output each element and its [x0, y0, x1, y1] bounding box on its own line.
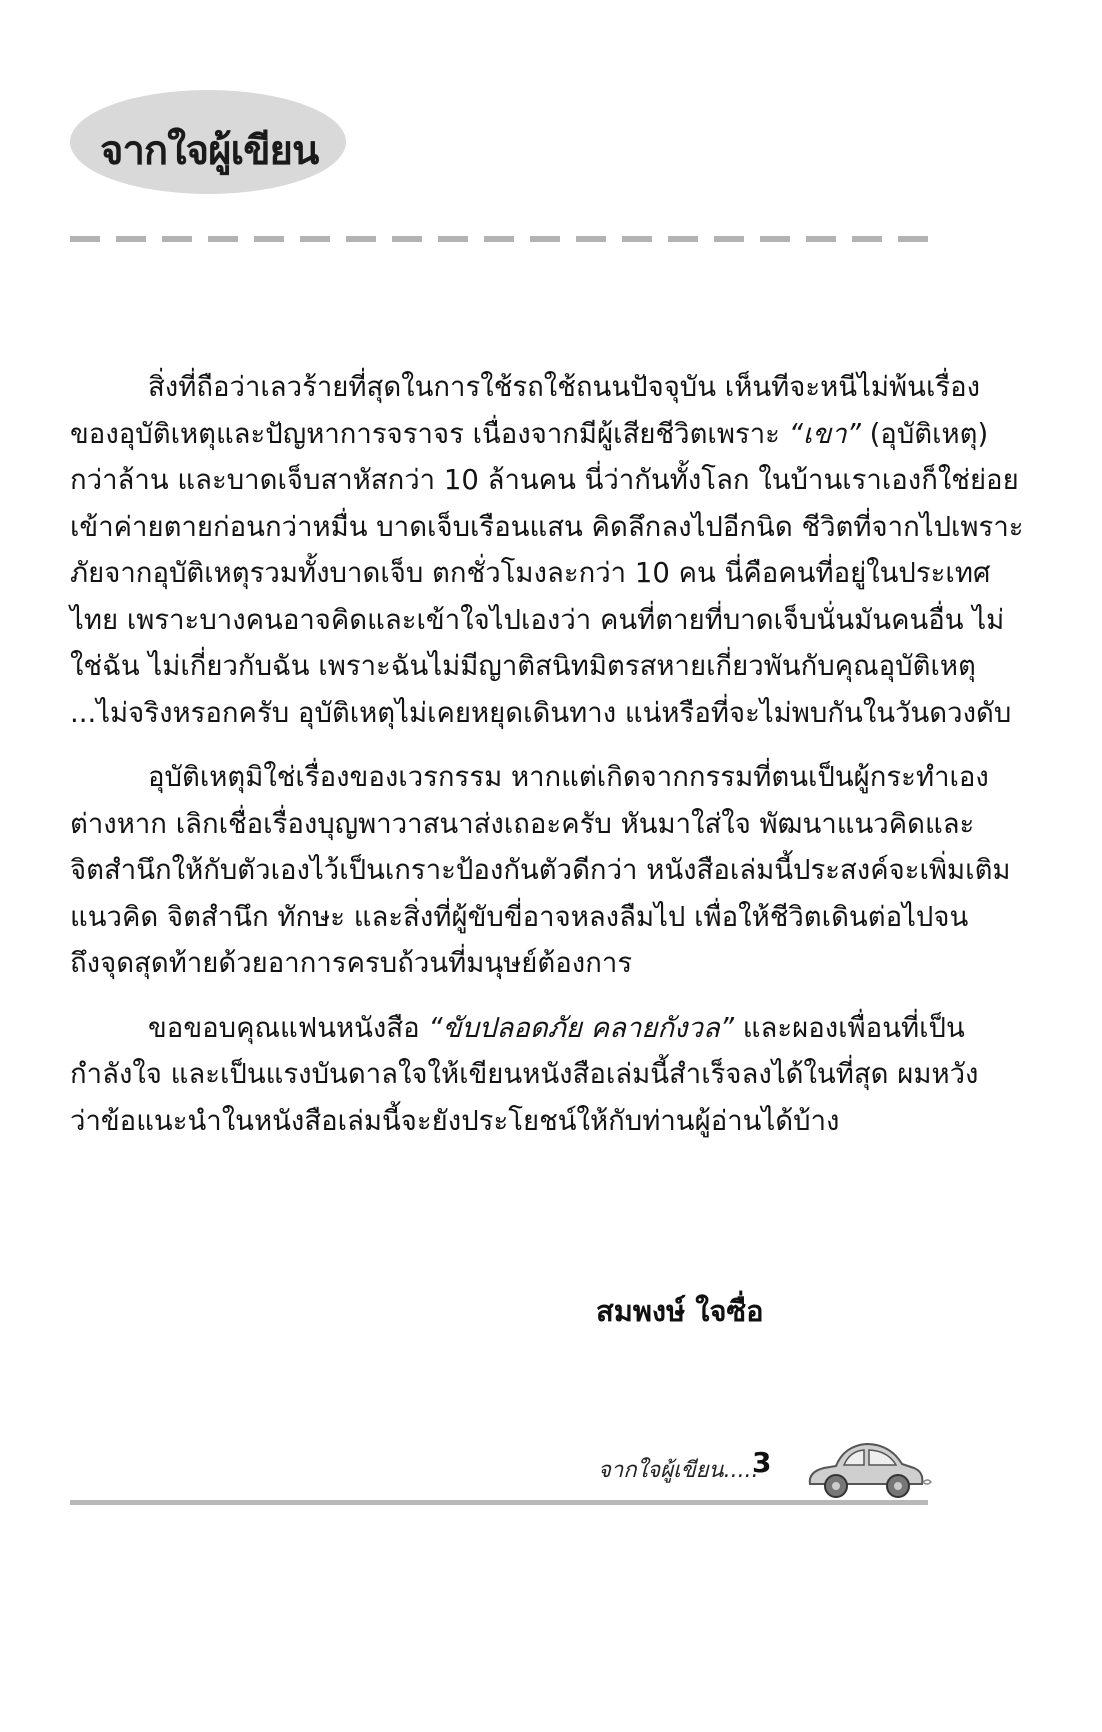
paragraph-line: จิตสำนึกให้กับตัวเองไว้เป็นเกราะป้องกันตัวดีกว่า หนังสือเล่มนี้ประสงค์จะเพิ่มเติม: [70, 854, 1011, 886]
paragraph-3: [70, 1005, 979, 1145]
paragraph-line: ของอุบัติเหตุและปัญหาการจราจร เนื่องจากมีผู้เสียชีวิตเพราะ “เขา” (อุบัติเหตุ): [70, 417, 989, 450]
paragraph-line: กว่าล้าน และบาดเจ็บสาหัสกว่า 10 ล้านคน นี่ว่ากันทั้งโลก ในบ้านเราเองก็ใช่ย่อย: [70, 464, 1019, 496]
paragraph-line: [70, 1005, 965, 1052]
thanks-text: ขอขอบคุณแฟนหนังสือ: [148, 1011, 420, 1044]
paragraph-line: ว่าข้อแนะนำในหนังสือเล่มนี้จะยังประโยชน์ให้กับท่านผู้อ่านได้บ้าง: [70, 1104, 840, 1137]
paragraph-line: ใช่ฉัน ไม่เกี่ยวกับฉัน เพราะฉันไม่มีญาติสนิทมิตรสหายเกี่ยวพันกับคุณอุบัติเหตุ: [70, 650, 976, 682]
paragraph-line: อุบัติเหตุมิใช่เรื่องของเวรกรรม หากแต่เกิดจากกรรมที่ตนเป็นผู้กระทำเอง: [148, 761, 989, 793]
paragraph-2: [70, 754, 1011, 987]
paragraph-line: แนวคิด จิตสำนึก ทักษะ และสิ่งที่ผู้ขับขี่อาจหลงลืมไป เพื่อให้ชีวิตเดินต่อไปจน: [70, 900, 969, 933]
paragraph-line: ไทย เพราะบางคนอาจคิดและเข้าใจไปเองว่า คนที่ตายที่บาดเจ็บนั่นมันคนอื่น ไม่: [70, 603, 1005, 636]
paragraph-line: กำลังใจ และเป็นแรงบันดาลใจให้เขียนหนังสือเล่มนี้สำเร็จลงได้ในที่สุด ผมหวัง: [70, 1058, 979, 1090]
page-title: จากใจผู้เขียน: [100, 128, 319, 174]
paragraph-line: สิ่งที่ถือว่าเลวร้ายที่สุดในการใช้รถใช้ถนนปัจจุบัน เห็นทีจะหนีไม่พ้นเรื่อง: [148, 371, 981, 403]
paragraph-line: ถึงจุดสุดท้ายด้วยอาการครบถ้วนที่มนุษย์ต้องการ: [70, 947, 633, 979]
running-title: จากใจผู้เขียน.....: [598, 1458, 759, 1483]
paragraph-line: ภัยจากอุบัติเหตุรวมทั้งบาดเจ็บ ตกชั่วโมงละกว่า 10 คน นี่คือคนที่อยู่ในประเทศ: [70, 557, 991, 589]
paragraph-1: [70, 364, 1024, 736]
paragraph-line: ...ไม่จริงหรอกครับ อุบัติเหตุไม่เคยหยุดเดินทาง แน่หรือที่จะไม่พบกันในวันดวงดับ: [70, 696, 1012, 729]
book-title: “ขับปลอดภัย คลายกังวล”: [428, 1011, 734, 1044]
footer-divider: [70, 1500, 928, 1505]
body-text: [70, 364, 1024, 1144]
page-number: 3: [752, 1446, 772, 1479]
author-signature: สมพงษ์ ใจซื่อ: [596, 1294, 764, 1328]
car-icon: [802, 1432, 932, 1506]
thanks-text-end: และผองเพื่อนที่เป็น: [742, 1011, 965, 1044]
paragraph-line: เข้าค่ายตายก่อนกว่าหมื่น บาดเจ็บเรือนแสน คิดลึกลงไปอีกนิด ชีวิตที่จากไปเพราะ: [70, 510, 1024, 543]
emphasis-text: “เขา”: [788, 417, 861, 450]
paragraph-line: ต่างหาก เลิกเชื่อเรื่องบุญพาวาสนาส่งเถอะครับ หันมาใส่ใจ พัฒนาแนวคิดและ: [70, 807, 975, 840]
dashed-divider: [70, 236, 928, 242]
